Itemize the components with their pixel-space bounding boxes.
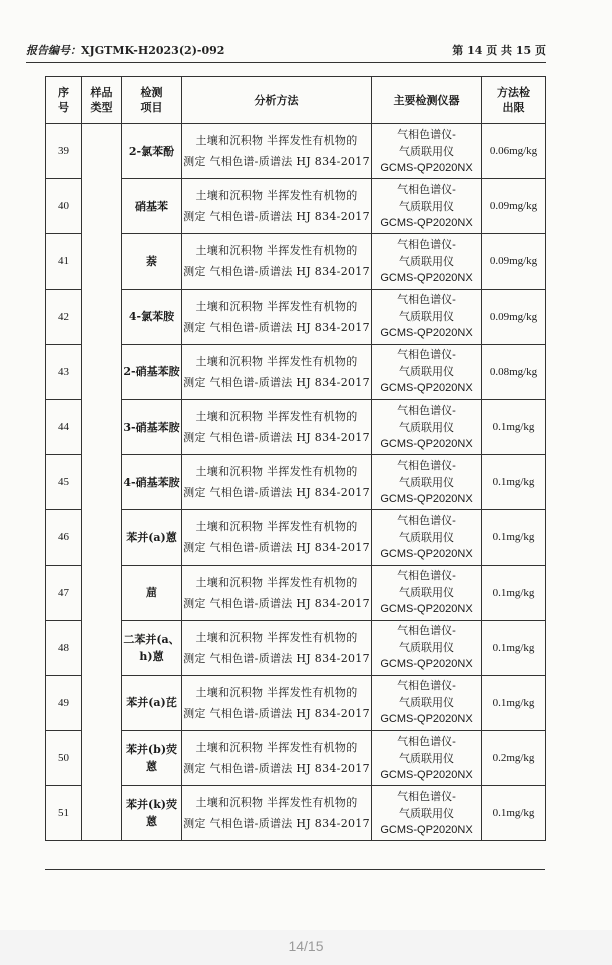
method-line-2: 测定 气相色谱-质谱法 HJ 834-2017 bbox=[183, 431, 370, 445]
detection-limit: 0.06mg/kg bbox=[482, 124, 546, 179]
table-body bbox=[46, 124, 546, 841]
method-line-1: 土壤和沉积物 半挥发性有机物的 bbox=[195, 244, 358, 258]
method-line-2: 测定 气相色谱-质谱法 HJ 834-2017 bbox=[183, 762, 370, 776]
method-line-2: 测定 气相色谱-质谱法 HJ 834-2017 bbox=[183, 320, 370, 334]
row-number: 44 bbox=[46, 399, 82, 454]
method-line-2: 测定 气相色谱-质谱法 HJ 834-2017 bbox=[183, 817, 370, 831]
table-header-row bbox=[46, 77, 546, 124]
col-header-no: 序号 bbox=[46, 77, 82, 124]
instrument-line-2: 气质联用仪 bbox=[399, 806, 454, 820]
page-counter: 14/15 bbox=[288, 938, 324, 954]
instrument-model: GCMS-QP2020NX bbox=[380, 492, 473, 505]
method-line-2: 测定 气相色谱-质谱法 HJ 834-2017 bbox=[183, 375, 370, 389]
instrument-line-2: 气质联用仪 bbox=[399, 530, 454, 544]
row-number: 41 bbox=[46, 234, 82, 289]
test-item: 二苯并(a、h)蒽 bbox=[122, 620, 182, 675]
test-item: 苯并(a)蒽 bbox=[122, 510, 182, 565]
instrument-model: GCMS-QP2020NX bbox=[380, 216, 473, 229]
instrument-line-2: 气质联用仪 bbox=[399, 310, 454, 324]
instrument bbox=[372, 731, 482, 786]
instrument bbox=[372, 786, 482, 841]
instrument-model: GCMS-QP2020NX bbox=[380, 271, 473, 284]
method-line-1: 土壤和沉积物 半挥发性有机物的 bbox=[195, 741, 358, 755]
method-line-1: 土壤和沉积物 半挥发性有机物的 bbox=[195, 134, 358, 148]
analysis-method bbox=[182, 565, 372, 620]
test-item: 2-氯苯酚 bbox=[122, 124, 182, 179]
method-line-1: 土壤和沉积物 半挥发性有机物的 bbox=[195, 796, 358, 810]
row-number: 47 bbox=[46, 565, 82, 620]
analysis-method bbox=[182, 399, 372, 454]
row-number: 50 bbox=[46, 731, 82, 786]
row-number: 48 bbox=[46, 620, 82, 675]
instrument-model: GCMS-QP2020NX bbox=[380, 713, 473, 726]
analysis-method bbox=[182, 289, 372, 344]
analysis-method bbox=[182, 179, 372, 234]
instrument bbox=[372, 124, 482, 179]
page-indicator: 第 14 页 共 15 页 bbox=[452, 44, 546, 57]
instrument-model: GCMS-QP2020NX bbox=[380, 768, 473, 781]
col-header-detection-limit: 方法检出限 bbox=[482, 77, 546, 124]
instrument-model: GCMS-QP2020NX bbox=[380, 603, 473, 616]
detection-limit: 0.08mg/kg bbox=[482, 344, 546, 399]
method-line-1: 土壤和沉积物 半挥发性有机物的 bbox=[195, 299, 358, 313]
instrument-line-2: 气质联用仪 bbox=[399, 696, 454, 710]
test-item: 2-硝基苯胺 bbox=[122, 344, 182, 399]
method-line-1: 土壤和沉积物 半挥发性有机物的 bbox=[195, 189, 358, 203]
method-line-1: 土壤和沉积物 半挥发性有机物的 bbox=[195, 520, 358, 534]
detection-limit: 0.1mg/kg bbox=[482, 455, 546, 510]
row-number: 51 bbox=[46, 786, 82, 841]
instrument-line-1: 气相色谱仪- bbox=[397, 403, 456, 417]
instrument-model: GCMS-QP2020NX bbox=[380, 327, 473, 340]
analysis-method bbox=[182, 124, 372, 179]
instrument-model: GCMS-QP2020NX bbox=[380, 547, 473, 560]
instrument bbox=[372, 289, 482, 344]
detection-limit: 0.1mg/kg bbox=[482, 675, 546, 730]
method-line-1: 土壤和沉积物 半挥发性有机物的 bbox=[195, 575, 358, 589]
method-line-1: 土壤和沉积物 半挥发性有机物的 bbox=[195, 410, 358, 424]
row-number: 42 bbox=[46, 289, 82, 344]
detection-limit: 0.09mg/kg bbox=[482, 234, 546, 289]
col-header-sample-type: 样品类型 bbox=[82, 77, 122, 124]
instrument-line-2: 气质联用仪 bbox=[399, 199, 454, 213]
instrument-line-2: 气质联用仪 bbox=[399, 475, 454, 489]
method-line-2: 测定 气相色谱-质谱法 HJ 834-2017 bbox=[183, 265, 370, 279]
instrument-model: GCMS-QP2020NX bbox=[380, 382, 473, 395]
instrument-line-1: 气相色谱仪- bbox=[397, 237, 456, 251]
detection-limit: 0.2mg/kg bbox=[482, 731, 546, 786]
method-line-1: 土壤和沉积物 半挥发性有机物的 bbox=[195, 630, 358, 644]
detection-limit: 0.1mg/kg bbox=[482, 565, 546, 620]
instrument bbox=[372, 565, 482, 620]
instrument bbox=[372, 344, 482, 399]
header-rule bbox=[26, 62, 546, 63]
instrument bbox=[372, 620, 482, 675]
test-item: 3-硝基苯胺 bbox=[122, 399, 182, 454]
test-item: 䓛 bbox=[122, 565, 182, 620]
analysis-method bbox=[182, 786, 372, 841]
method-line-2: 测定 气相色谱-质谱法 HJ 834-2017 bbox=[183, 210, 370, 224]
instrument-line-2: 气质联用仪 bbox=[399, 144, 454, 158]
test-item: 萘 bbox=[122, 234, 182, 289]
method-line-1: 土壤和沉积物 半挥发性有机物的 bbox=[195, 354, 358, 368]
instrument-line-2: 气质联用仪 bbox=[399, 641, 454, 655]
detection-limit: 0.1mg/kg bbox=[482, 620, 546, 675]
row-number: 40 bbox=[46, 179, 82, 234]
method-line-1: 土壤和沉积物 半挥发性有机物的 bbox=[195, 685, 358, 699]
detection-limit: 0.09mg/kg bbox=[482, 289, 546, 344]
instrument-line-1: 气相色谱仪- bbox=[397, 127, 456, 141]
method-line-2: 测定 气相色谱-质谱法 HJ 834-2017 bbox=[183, 596, 370, 610]
report-number: 报告编号：XJGTMK-H2023(2)-092 bbox=[26, 44, 225, 57]
sample-type-cell bbox=[82, 124, 122, 841]
instrument bbox=[372, 510, 482, 565]
instrument-line-1: 气相色谱仪- bbox=[397, 624, 456, 638]
instrument-model: GCMS-QP2020NX bbox=[380, 161, 473, 174]
col-header-item: 检测项目 bbox=[122, 77, 182, 124]
analysis-method bbox=[182, 675, 372, 730]
analysis-method bbox=[182, 731, 372, 786]
test-item: 苯并(a)芘 bbox=[122, 675, 182, 730]
method-line-2: 测定 气相色谱-质谱法 HJ 834-2017 bbox=[183, 541, 370, 555]
detection-limit: 0.09mg/kg bbox=[482, 179, 546, 234]
test-item: 苯并(k)荧蒽 bbox=[122, 786, 182, 841]
test-item: 硝基苯 bbox=[122, 179, 182, 234]
instrument-line-1: 气相色谱仪- bbox=[397, 348, 456, 362]
test-item: 4-硝基苯胺 bbox=[122, 455, 182, 510]
instrument-line-1: 气相色谱仪- bbox=[397, 679, 456, 693]
row-number: 49 bbox=[46, 675, 82, 730]
method-line-2: 测定 气相色谱-质谱法 HJ 834-2017 bbox=[183, 486, 370, 500]
table-row bbox=[46, 124, 546, 179]
row-number: 39 bbox=[46, 124, 82, 179]
row-number: 43 bbox=[46, 344, 82, 399]
test-item: 苯并(b)荧蒽 bbox=[122, 731, 182, 786]
report-header bbox=[26, 42, 546, 60]
analysis-method bbox=[182, 510, 372, 565]
instrument-model: GCMS-QP2020NX bbox=[380, 658, 473, 671]
instrument-line-1: 气相色谱仪- bbox=[397, 458, 456, 472]
method-line-2: 测定 气相色谱-质谱法 HJ 834-2017 bbox=[183, 651, 370, 665]
instrument-line-1: 气相色谱仪- bbox=[397, 182, 456, 196]
instrument-line-2: 气质联用仪 bbox=[399, 254, 454, 268]
test-item: 4-氯苯胺 bbox=[122, 289, 182, 344]
detection-limit: 0.1mg/kg bbox=[482, 510, 546, 565]
instrument-line-1: 气相色谱仪- bbox=[397, 734, 456, 748]
instrument bbox=[372, 675, 482, 730]
row-number: 46 bbox=[46, 510, 82, 565]
instrument-model: GCMS-QP2020NX bbox=[380, 437, 473, 450]
instrument-line-1: 气相色谱仪- bbox=[397, 513, 456, 527]
instrument bbox=[372, 455, 482, 510]
analysis-method bbox=[182, 455, 372, 510]
instrument bbox=[372, 399, 482, 454]
instrument-model: GCMS-QP2020NX bbox=[380, 823, 473, 836]
row-number: 45 bbox=[46, 455, 82, 510]
detection-limit: 0.1mg/kg bbox=[482, 399, 546, 454]
instrument-line-2: 气质联用仪 bbox=[399, 751, 454, 765]
instrument-line-2: 气质联用仪 bbox=[399, 365, 454, 379]
instrument-line-2: 气质联用仪 bbox=[399, 420, 454, 434]
analysis-method bbox=[182, 234, 372, 289]
instrument-line-1: 气相色谱仪- bbox=[397, 569, 456, 583]
instrument-line-2: 气质联用仪 bbox=[399, 586, 454, 600]
analysis-method bbox=[182, 620, 372, 675]
instrument-line-1: 气相色谱仪- bbox=[397, 789, 456, 803]
method-line-2: 测定 气相色谱-质谱法 HJ 834-2017 bbox=[183, 155, 370, 169]
col-header-instrument: 主要检测仪器 bbox=[372, 77, 482, 124]
method-line-2: 测定 气相色谱-质谱法 HJ 834-2017 bbox=[183, 706, 370, 720]
instrument-line-1: 气相色谱仪- bbox=[397, 293, 456, 307]
col-header-method: 分析方法 bbox=[182, 77, 372, 124]
detection-limit: 0.1mg/kg bbox=[482, 786, 546, 841]
test-methods-table bbox=[45, 76, 546, 841]
method-line-1: 土壤和沉积物 半挥发性有机物的 bbox=[195, 465, 358, 479]
instrument bbox=[372, 234, 482, 289]
instrument bbox=[372, 179, 482, 234]
analysis-method bbox=[182, 344, 372, 399]
table-bottom-rule bbox=[45, 869, 545, 870]
